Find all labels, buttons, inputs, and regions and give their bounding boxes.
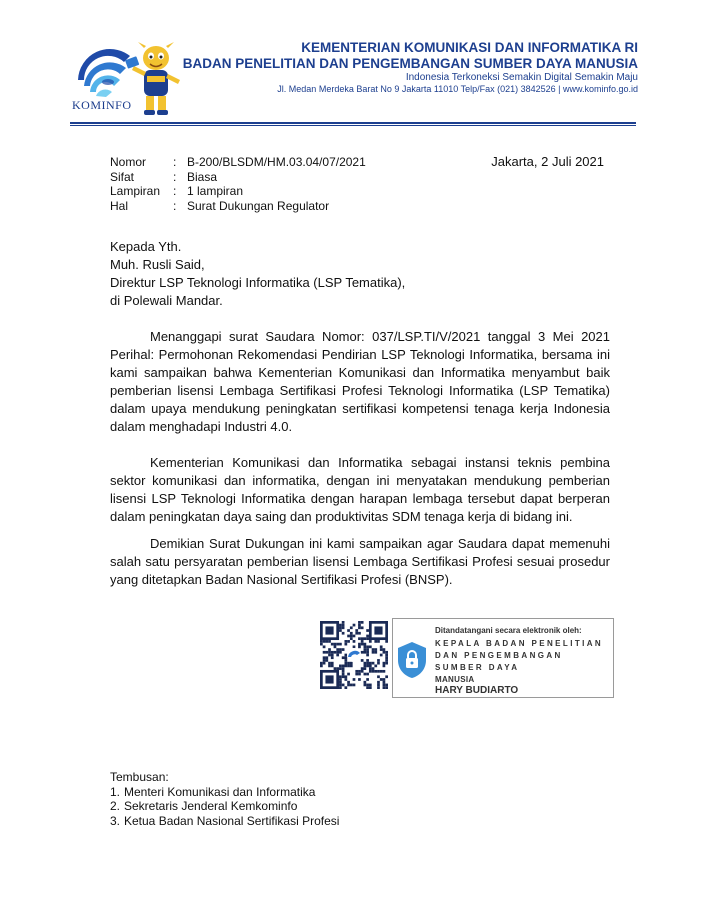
meta-value: B-200/BLSDM/HM.03.04/07/2021 (187, 155, 366, 169)
tembusan-number: 2. (110, 799, 121, 813)
meta-colon: : (173, 155, 177, 169)
meta-colon: : (173, 169, 177, 184)
meta-row-hal (110, 199, 366, 214)
signer-title-end: MANUSIA (435, 675, 475, 684)
body-paragraph-1 (110, 328, 610, 436)
addressee-line: di Polewali Mandar. (110, 293, 223, 308)
addressee-line: Muh. Rusli Said, (110, 257, 205, 272)
meta-label: Sifat (110, 169, 135, 184)
meta-label: Nomor (110, 155, 147, 169)
signer-name: HARY BUDIARTO (435, 685, 519, 696)
tembusan-heading: Tembusan: (110, 770, 169, 784)
meta-row-sifat (110, 170, 366, 185)
agency-name: BADAN PENELITIAN DAN PENGEMBANGAN SUMBER DAYA MANUSIA (182, 56, 638, 71)
meta-value: 1 lampiran (187, 184, 244, 198)
paragraph-text: Menanggapi surat Saudara Nomor: 037/LSP.TI/V/2021 tanggal 3 Mei 2021 Perihal: Permohonan Rekomendasi Pendirian LSP Teknologi Informatika, bersama ini kami sampaikan bahwa Kementerian Komunikasi dan Informatika menyambut baik pemberian lisensi Lembaga Sertifikasi Profesi Teknologi Informatika (LSP Tematika) dalam upaya mendukung peningkatan sertifikasi kompetensi tenaga kerja Indonesia dalam menghadapi Industri 4.0. (110, 329, 610, 434)
letter-meta (110, 155, 366, 213)
signature-qr-code (320, 621, 388, 689)
meta-row-lampiran (110, 184, 366, 199)
lock-shield-icon (395, 640, 429, 680)
meta-label: Lampiran (110, 184, 161, 198)
paragraph-text: Demikian Surat Dukungan ini kami sampaikan agar Saudara dapat memenuhi salah satu persyaratan pemberian lisensi Lembaga Sertifikasi Profesi sesuai prosedur yang ditetapkan Badan Nasional Sertifikasi Profesi (BNSP). (110, 536, 610, 587)
letter-date: Jakarta, 2 Juli 2021 (491, 154, 604, 169)
header-rule (70, 122, 636, 124)
tembusan-item (110, 814, 339, 829)
tembusan-text: Menteri Komunikasi dan Informatika (124, 784, 316, 799)
meta-colon: : (173, 184, 177, 198)
signer-title-main: KEPALA BADAN PENELITIAN DAN PENGEMBANGAN SUMBER DAYA (435, 639, 604, 672)
signature-shield (395, 640, 429, 680)
addressee-line: Direktur LSP Teknologi Informatika (LSP Tematika), (110, 275, 406, 290)
meta-value: Biasa (187, 169, 218, 184)
qr-code-icon (320, 621, 388, 689)
header-rule-thin (70, 125, 636, 126)
mascot-icon (124, 40, 186, 118)
tembusan-number: 1. (110, 784, 121, 799)
meta-row-nomor (110, 155, 366, 170)
addressee-line: Kepada Yth. (110, 239, 182, 254)
meta-colon: : (173, 198, 177, 213)
body-paragraph-2 (110, 454, 610, 526)
signature-heading: Ditandatangani secara elektronik oleh: (435, 626, 582, 635)
meta-value: Surat Dukungan Regulator (187, 198, 330, 213)
mascot-illustration (124, 40, 186, 118)
body-paragraph-3 (110, 535, 610, 589)
signer-title (435, 638, 609, 686)
tembusan-block (110, 770, 339, 828)
tembusan-number: 3. (110, 813, 121, 828)
office-address: Jl. Medan Merdeka Barat No 9 Jakarta 11010 Telp/Fax (021) 3842526 | www.kominfo.go.id (277, 84, 638, 94)
tembusan-text: Sekretaris Jenderal Kemkominfo (124, 799, 298, 813)
ministry-name: KEMENTERIAN KOMUNIKASI DAN INFORMATIKA RI (301, 40, 638, 55)
addressee-block (110, 238, 405, 310)
tembusan-item (110, 785, 339, 800)
paragraph-text: Kementerian Komunikasi dan Informatika sebagai instansi teknis pembina sektor komunikasi dan informatika, dengan ini menyatakan mendukung pemberian lisensi LSP Teknologi Informatika dengan harapan lembaga tersebut dapat berperan dalam peningkatan daya saing dan produktivitas SDM tenaga kerja di bidang ini. (110, 455, 610, 524)
tembusan-item (110, 799, 339, 814)
meta-label: Hal (110, 198, 129, 213)
tembusan-text: Ketua Badan Nasional Sertifikasi Profesi (124, 813, 340, 828)
tagline: Indonesia Terkoneksi Semakin Digital Semakin Maju (405, 72, 638, 83)
logo-wordmark: KOMINFO (72, 98, 132, 112)
